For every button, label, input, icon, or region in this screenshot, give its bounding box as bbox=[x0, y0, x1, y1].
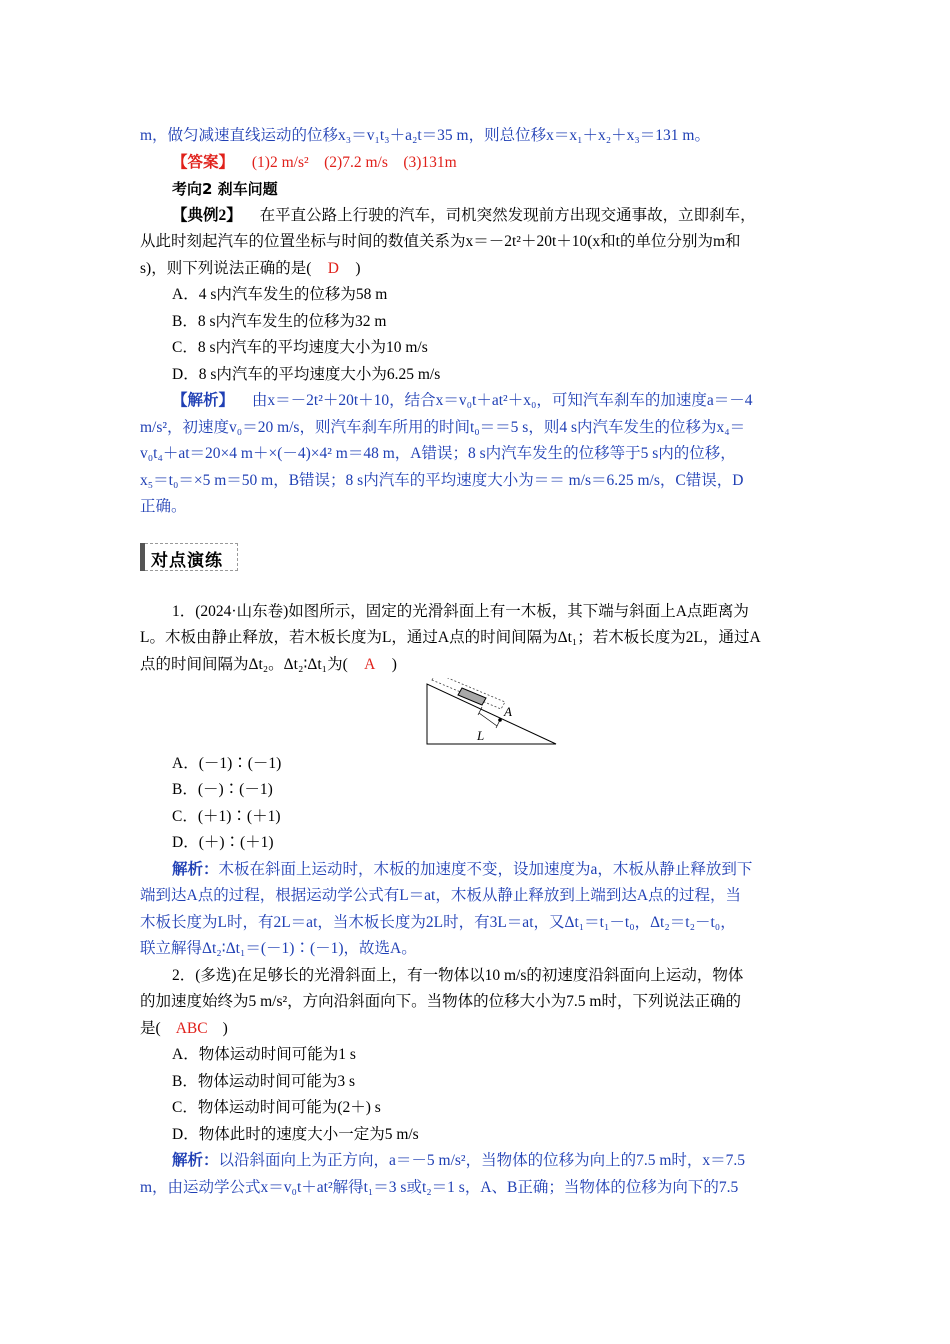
q1-analysis-line-1 bbox=[172, 860, 752, 880]
example-line-2: 从此时刻起汽车的位置坐标与时间的数值关系为x＝－2t²＋20t＋10(x和t的单位分别为m和 bbox=[140, 233, 741, 250]
incline-triangle bbox=[427, 684, 556, 744]
q1-stem-end: 点的时间间隔为Δt₂。Δt₂∶Δt₁为( bbox=[140, 656, 348, 673]
example-paren-close: ) bbox=[355, 260, 361, 277]
q2-line-3 bbox=[140, 1019, 228, 1039]
q1-option-a: A．(－1)∶(－1) bbox=[172, 755, 282, 772]
option-a: A．4 s内汽车发生的位移为58 m bbox=[172, 286, 388, 303]
q1-option-c: C．(＋1)∶(＋1) bbox=[172, 808, 281, 825]
section-title: 对点演练 bbox=[151, 551, 223, 571]
answer-line bbox=[172, 153, 457, 173]
point-a-label: A bbox=[504, 704, 512, 719]
example-text-1: 在平直公路上行驶的汽车，司机突然发现前方出现交通事故，立即刹车， bbox=[259, 207, 756, 224]
section-header-bar bbox=[140, 543, 145, 571]
q2-analysis-text-1: 以沿斜面向上为正方向，a＝－5 m/s²，当物体的位移为向上的7.5 m时，x＝7.5 bbox=[218, 1152, 745, 1169]
analysis-line-2: m/s²，初速度v₀＝20 m/s，则汽车刹车所用的时间t₀＝＝5 s，则4 s内汽车发生的位移为x₄＝ bbox=[140, 419, 746, 436]
example-answer: D bbox=[327, 260, 339, 277]
analysis-line-5: 正确。 bbox=[140, 498, 187, 515]
analysis-line-3: v₀t₄＋at＝20×4 m＋×(－4)×4² m＝48 m，A错误；8 s内汽车发生的位移等于5 s内的位移， bbox=[140, 445, 736, 462]
q2-option-d: D．物体此时的速度大小一定为5 m/s bbox=[172, 1126, 419, 1143]
q2-answer: ABC bbox=[175, 1020, 208, 1037]
subsection-heading: 考向2 刹车问题 bbox=[172, 180, 278, 198]
section-header bbox=[140, 543, 238, 571]
q1-line-1: 1．(2024·山东卷)如图所示，固定的光滑斜面上有一木板，其下端与斜面上A点距离为 bbox=[172, 603, 749, 620]
q2-analysis-line-1 bbox=[172, 1151, 745, 1171]
q1-line-2: L。木板由静止释放，若木板长度为L，通过A点的时间间隔为Δt₁；若木板长度为2L，通过A bbox=[140, 629, 761, 646]
analysis-tag: 【解析】 bbox=[172, 392, 235, 409]
option-c: C．8 s内汽车的平均速度大小为10 m/s bbox=[172, 339, 428, 356]
wooden-board bbox=[458, 688, 486, 705]
analysis-line-1 bbox=[172, 391, 752, 411]
q1-answer: A bbox=[364, 656, 376, 673]
q1-line-3 bbox=[140, 655, 397, 675]
example-line-1 bbox=[172, 206, 756, 226]
analysis-text-1: 由x＝－2t²＋20t＋10，结合x＝v₀t＋at²＋x₀，可知汽车刹车的加速度a＝－4 bbox=[251, 392, 753, 409]
example-line-3 bbox=[140, 259, 361, 279]
option-d: D．8 s内汽车的平均速度大小为6.25 m/s bbox=[172, 366, 441, 383]
q2-analysis-tag: 解析： bbox=[172, 1152, 219, 1169]
incline-figure bbox=[420, 678, 560, 755]
q1-analysis-line-2: 端到达A点的过程，根据运动学公式有L＝at，木板从静止释放到上端到达A点的过程，当 bbox=[140, 887, 742, 904]
option-b: B．8 s内汽车发生的位移为32 m bbox=[172, 313, 387, 330]
q1-analysis-line-4: 联立解得Δt₂∶Δt₁＝(－1)∶(－1)，故选A。 bbox=[140, 940, 417, 957]
answer-text: (1)2 m/s² (2)7.2 m/s (3)131m bbox=[251, 154, 457, 171]
example-tag: 【典例2】 bbox=[172, 207, 242, 224]
q2-analysis-line-2: m，由运动学公式x＝v₀t＋at²解得t₁＝3 s或t₂＝1 s，A、B正确；当物体的位移为向下的7.5 bbox=[140, 1179, 739, 1196]
q2-option-c: C．物体运动时间可能为(2＋) s bbox=[172, 1099, 381, 1116]
analysis-line-4: x₅＝t₀＝×5 m＝50 m，B错误；8 s内汽车的平均速度大小为＝＝ m/s＝6.25 m/s，C错误，D bbox=[140, 472, 744, 489]
q2-option-a: A．物体运动时间可能为1 s bbox=[172, 1046, 356, 1063]
length-l-label: L bbox=[477, 728, 485, 743]
q1-option-b: B．(－)∶(－1) bbox=[172, 781, 273, 798]
q1-analysis-tag: 解析： bbox=[172, 861, 219, 878]
example-stem-end: s)，则下列说法正确的是( bbox=[140, 260, 312, 277]
q2-stem-end: 是( bbox=[140, 1020, 161, 1037]
solution-continuation-line: m，做匀减速直线运动的位移x₃＝v₁t₃＋a₂t＝35 m，则总位移x＝x₁＋x₂＋x₃＝131 m。 bbox=[140, 127, 710, 144]
q2-line-1: 2．(多选)在足够长的光滑斜面上，有一物体以10 m/s的初速度沿斜面向上运动，物体 bbox=[172, 967, 744, 984]
q1-analysis-line-3: 木板长度为L时，有2L＝at，当木板长度为2L时，有3L＝at，又Δt₁＝t₁－t₀，Δt₂＝t₂－t₀， bbox=[140, 914, 736, 931]
dimension-tick-2 bbox=[496, 720, 500, 728]
q1-option-d: D．(＋)∶(＋1) bbox=[172, 834, 274, 851]
answer-tag: 【答案】 bbox=[172, 154, 235, 171]
q2-line-2: 的加速度始终为5 m/s²，方向沿斜面向下。当物体的位移大小为7.5 m时，下列说法正确的 bbox=[140, 993, 741, 1010]
q2-option-b: B．物体运动时间可能为3 s bbox=[172, 1073, 355, 1090]
q1-paren-close: ) bbox=[391, 656, 397, 673]
q2-paren-close: ) bbox=[222, 1020, 228, 1037]
q1-analysis-text-1: 木板在斜面上运动时，木板的加速度不变，设加速度为a，木板从静止释放到下 bbox=[218, 861, 753, 878]
